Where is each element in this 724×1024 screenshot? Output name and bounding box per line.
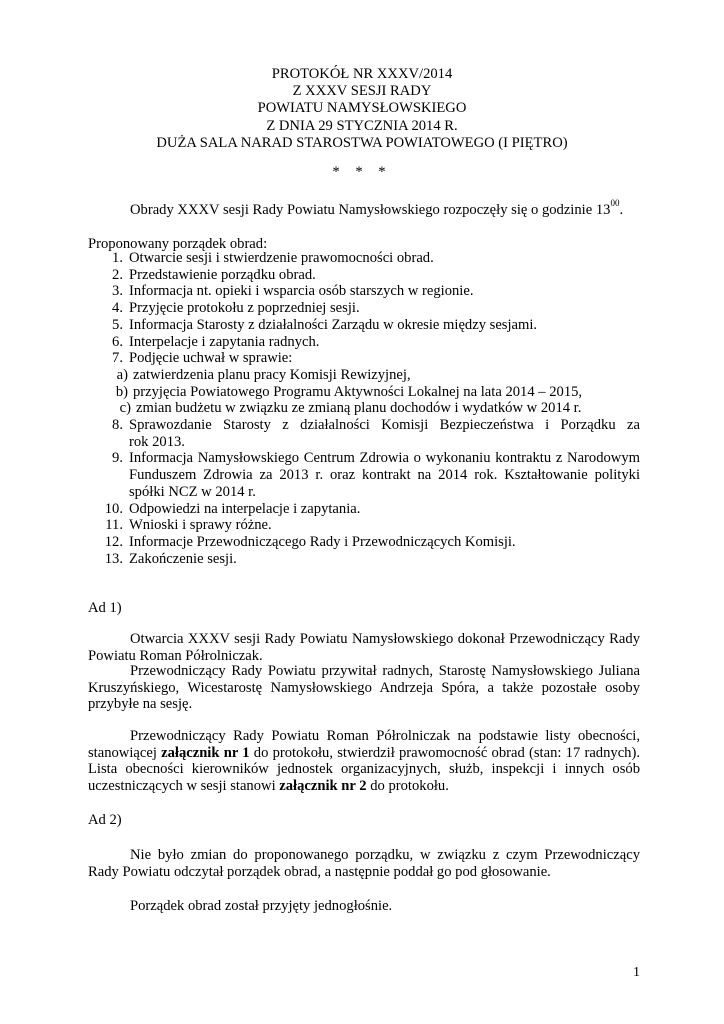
- ad1-paragraph-1: Otwarcia XXXV sesji Rady Powiatu Namysłowskiego dokonał Przewodniczący Rady Powiatu Roman Półrolniczak.: [88, 631, 640, 664]
- ad1-paragraph-2: Przewodniczący Rady Powiatu przywitał radnych, Starostę Namysłowskiego Juliana Kruszyńskiego, Wicestarostę Namysłowskiego Andrzeja Spóra, a także pozostałe osoby przybyłe na sesję.: [88, 663, 640, 713]
- agenda-item: [88, 300, 640, 317]
- ad1-p3-text-a: Przewodniczący Rady Powiatu Roman Półrolniczak na podstawie listy obecności, stanowiącej: [88, 728, 640, 761]
- agenda-item-text: Informacje Przewodniczącego Rady i Przewodniczących Komisji.: [129, 533, 516, 550]
- agenda-item-number: 10.: [104, 500, 123, 517]
- opening-sentence: [130, 198, 624, 219]
- agenda-item-number: 7.: [112, 350, 123, 367]
- ad1-paragraph-3: [88, 728, 640, 795]
- ad2-heading: Ad 2): [88, 812, 122, 828]
- agenda-subitem-letter: a): [116, 366, 128, 383]
- opening-time-superscript: 00: [610, 198, 620, 209]
- agenda-item: [88, 283, 640, 300]
- ad1-p3-text-e: do protokołu.: [366, 778, 449, 795]
- agenda-item-text: Sprawozdanie Starosty z działalności Komisji Bezpieczeństwa i Porządku za: [129, 417, 640, 434]
- agenda-subitem-letter: b): [115, 383, 128, 400]
- agenda-item-number: 3.: [112, 283, 123, 300]
- agenda-item-text-cont: rok 2013.: [129, 433, 185, 450]
- agenda-item: [88, 501, 640, 518]
- agenda-item: [88, 534, 640, 551]
- agenda-item-text: Odpowiedzi na interpelacje i zapytania.: [129, 500, 361, 517]
- agenda-subitem-letter: c): [119, 400, 131, 417]
- agenda-item: [88, 551, 640, 568]
- agenda-item-text: Przedstawienie porządku obrad.: [129, 266, 316, 283]
- agenda-item-number: 6.: [112, 333, 123, 350]
- agenda-item-number: 5.: [112, 316, 123, 333]
- agenda-subitem-text: zatwierdzenia planu pracy Komisji Rewizyjnej,: [133, 366, 411, 383]
- agenda-item-number: 9.: [112, 450, 123, 467]
- agenda-item-text: Informacja Starosty z działalności Zarządu w okresie między sesjami.: [129, 316, 538, 333]
- agenda-item-number: 1.: [112, 250, 123, 266]
- title-line-1: PROTOKÓŁ NR XXXV/2014: [271, 66, 453, 82]
- agenda-item: [88, 350, 640, 367]
- title-line-4: Z DNIA 29 STYCZNIA 2014 R.: [266, 117, 458, 134]
- agenda-item-number: 2.: [112, 266, 123, 283]
- agenda-heading: Proponowany porządek obrad:: [88, 236, 268, 252]
- ad2-paragraph-2: Porządek obrad został przyjęty jednogłośnie.: [130, 898, 393, 914]
- title-line-2: Z XXXV SESJI RADY: [292, 83, 432, 100]
- attachment-2-ref: załącznik nr 2: [279, 778, 367, 795]
- page-number: 1: [633, 965, 640, 980]
- title-line-3: POWIATU NAMYSŁOWSKIEGO: [257, 100, 467, 117]
- agenda-item-number: 4.: [112, 300, 123, 317]
- attachment-1-ref: załącznik nr 1: [161, 744, 250, 761]
- agenda-subitem: [88, 384, 640, 401]
- agenda-item-text: Podjęcie uchwał w sprawie:: [129, 350, 293, 367]
- agenda-item-text: Przyjęcie protokołu z poprzedniej sesji.: [129, 300, 360, 317]
- agenda-item: [88, 267, 640, 284]
- agenda-item-text: Informacja nt. opieki i wsparcia osób starszych w regionie.: [129, 283, 474, 300]
- agenda-subitem-text: przyjęcia Powiatowego Programu Aktywności Lokalnej na lata 2014 – 2015,: [133, 383, 583, 400]
- agenda-item: [88, 334, 640, 351]
- agenda-item-text: Informacja Namysłowskiego Centrum Zdrowia o wykonaniu kontraktu z Narodowym: [129, 450, 640, 467]
- opening-end: .: [619, 202, 624, 218]
- agenda-item: [88, 517, 640, 534]
- opening-text: Obrady XXXV sesji Rady Powiatu Namysłowskiego rozpoczęły się o godzinie 13: [130, 202, 611, 218]
- protocol-title: [0, 66, 724, 152]
- agenda-item-text: Zakończenie sesji.: [129, 550, 237, 567]
- ad1-p3-text-c: do protokołu, stwierdził prawomocność obrad (stan: 17 radnych). Lista obecności kierowników jednostek organizacyjnych, służb, inspekcji i innych osób uczestniczących w sesji stanowi: [88, 744, 640, 795]
- agenda-item-text: Otwarcie sesji i stwierdzenie prawomocności obrad.: [129, 250, 434, 266]
- agenda-item-text-cont: Funduszem Zdrowia za 2013 r. oraz kontrakt na 2014 rok. Kształtowanie polityki: [129, 467, 640, 484]
- agenda-list: [88, 250, 640, 567]
- agenda-item-number: 12.: [104, 533, 123, 550]
- agenda-item: [88, 417, 640, 450]
- agenda-item-text-cont: spółki NCZ w 2014 r.: [129, 483, 256, 500]
- agenda-item: [88, 317, 640, 334]
- agenda-item-number: 13.: [104, 550, 123, 567]
- agenda-item-text: Interpelacje i zapytania radnych.: [129, 333, 320, 350]
- section-separator: * * *: [332, 164, 392, 180]
- agenda-item: [88, 250, 640, 267]
- agenda-item-number: 8.: [112, 417, 123, 434]
- agenda-item: [88, 450, 640, 500]
- agenda-subitem-text: zmian budżetu w związku ze zmianą planu dochodów i wydatków w 2014 r.: [136, 400, 582, 417]
- title-line-5: DUŻA SALA NARAD STAROSTWA POWIATOWEGO (I PIĘTRO): [156, 134, 568, 151]
- ad2-paragraph-1: Nie było zmian do proponowanego porządku, w związku z czym Przewodniczący Rady Powiatu odczytał porządek obrad, a następnie poddał go pod głosowanie.: [88, 847, 640, 880]
- agenda-item-number: 11.: [105, 517, 123, 534]
- ad1-heading: Ad 1): [88, 600, 122, 616]
- agenda-item-text: Wnioski i sprawy różne.: [129, 517, 272, 534]
- agenda-subitem: [88, 367, 640, 384]
- agenda-subitem: [88, 400, 640, 417]
